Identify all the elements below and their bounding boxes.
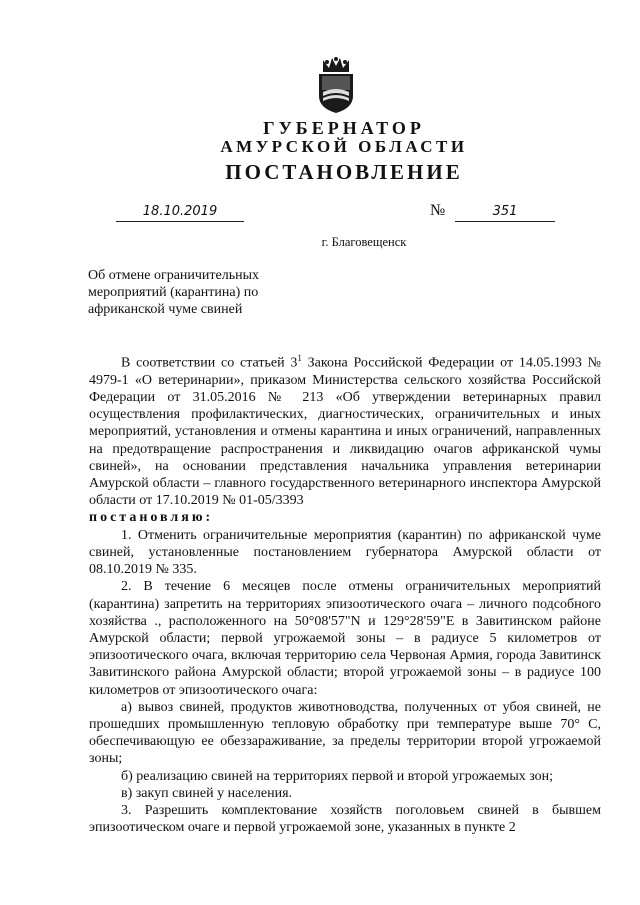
coat-of-arms-icon — [315, 56, 357, 114]
preamble-text-start: В соответствии со статьей 3 — [121, 355, 298, 371]
clause-3: 3. Разрешить комплектование хозяйств поголовьем свиней в бывшем эпизоотическом очаге и первой угрожаемой зоне, указанных в пункте 2 — [89, 802, 601, 836]
document-body — [89, 350, 601, 836]
document-subject: Об отмене ограничительных мероприятий (карантина) по африканской чуме свиней — [88, 268, 260, 317]
article-superscript: 1 — [297, 353, 302, 363]
document-type-title: ПОСТАНОВЛЕНИЕ — [225, 160, 463, 184]
preamble-text-end: Закона Российской Федерации от 14.05.1993 № 4979-1 «О ветеринарии», приказом Министерства сельского хозяйства Российской Федерации от 31.05.2016 № 213 «Об утверждении ветеринарных правил осуществления профилактических, диагностических, ограничительных и иных мероприятий, установления и отмены карантина и иных ограничений, направленных на предотвращение распространения и ликвидацию очагов африканской чумы свиней», на основании представления начальника управления ветеринарии Амурской области – главного государственного ветеринарного инспектора Амурской области от 17.10.2019 № 01-05/3393 — [89, 355, 601, 509]
document-date: 18.10.2019 — [116, 203, 244, 222]
clause-2: 2. В течение 6 месяцев после отмены ограничительных мероприятий (карантина) запретить на территориях эпизоотического очага – личного подсобного хозяйства ., расположенного на 50°08'57"N и 129°28'59"Е в Завитинском районе Амурской области; первой угрожаемой зоны – в радиусе 5 километров от эпизоотического очага, включая территорию села Червоная Армия, города Завитинск Завитинского района Амурской области; второй угрожаемой зоны – в радиусе 100 километров от эпизоотического очага: — [89, 579, 601, 698]
issuer-region: АМУРСКОЙ ОБЛАСТИ — [220, 137, 468, 156]
clause-2b: б) реализацию свиней на территориях первой и второй угрожаемых зон; — [121, 768, 554, 784]
city-line: г. Благовещенск — [321, 235, 407, 249]
decree-word: постановляю: — [89, 510, 214, 526]
number-label: № — [430, 202, 446, 219]
preamble-paragraph — [89, 350, 601, 509]
clause-2c: в) закуп свиней у населения. — [121, 785, 293, 801]
issuer-title: ГУБЕРНАТОР — [263, 118, 425, 138]
document-number: 351 — [455, 203, 555, 222]
clause-1: 1. Отменить ограничительные мероприятия (карантин) по африканской чуме свиней, установленные постановлением губернатора Амурской области от 08.10.2019 № 335. — [89, 527, 601, 578]
clause-2a: а) вывоз свиней, продуктов животноводства, полученных от убоя свиней, не прошедших промышленную тепловую обработку при температуре выше 70° С, обеспечивающую ее обеззараживание, за пределы территории второй угрожаемой зоны; — [89, 699, 601, 767]
